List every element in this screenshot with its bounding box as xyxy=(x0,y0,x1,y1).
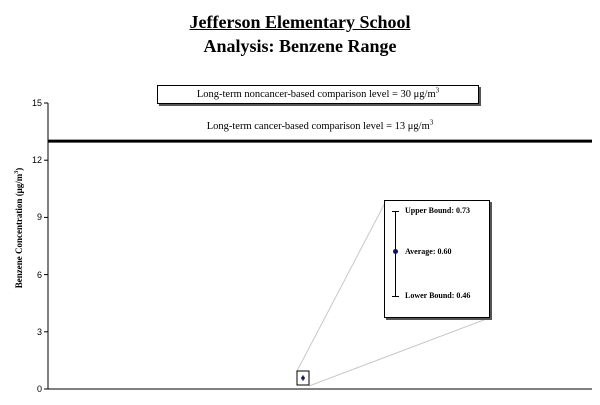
y-tick-label: 12 xyxy=(31,155,42,166)
y-axis-label-text: Benzene Concentration (μg/m xyxy=(14,173,24,289)
lower-bound-cap xyxy=(392,296,399,297)
chart-subtitle: Analysis: Benzene Range xyxy=(203,36,397,56)
y-tick-label: 0 xyxy=(36,384,42,394)
y-tick-label: 6 xyxy=(36,269,42,280)
noncancer-level-sup: 3 xyxy=(435,86,440,95)
average-label: Average: 0.60 xyxy=(405,246,452,256)
cancer-level-sup: 3 xyxy=(429,118,434,127)
zoom-inset xyxy=(384,200,490,318)
noncancer-level-label xyxy=(157,85,479,104)
lower-bound-label: Lower Bound: 0.46 xyxy=(405,291,471,300)
y-axis-label-sup: 3 xyxy=(14,170,20,174)
cancer-level-label xyxy=(0,118,600,132)
zoom-line-top xyxy=(297,201,386,371)
zoom-line-bottom xyxy=(309,318,489,386)
chart-title: Jefferson Elementary School xyxy=(189,12,411,32)
y-axis-label-close: ) xyxy=(14,167,24,171)
y-tick-label: 15 xyxy=(31,98,42,108)
noncancer-level-text: Long-term noncancer-based comparison level = 30 μg/m xyxy=(196,89,436,100)
y-tick-label: 9 xyxy=(36,212,42,223)
cancer-level-text: Long-term cancer-based comparison level = 13 μg/m xyxy=(206,121,430,132)
y-tick-label: 3 xyxy=(36,326,42,337)
upper-bound-label: Upper Bound: 0.73 xyxy=(405,206,470,215)
average-point xyxy=(393,249,398,254)
measurement-average-point xyxy=(301,376,305,380)
